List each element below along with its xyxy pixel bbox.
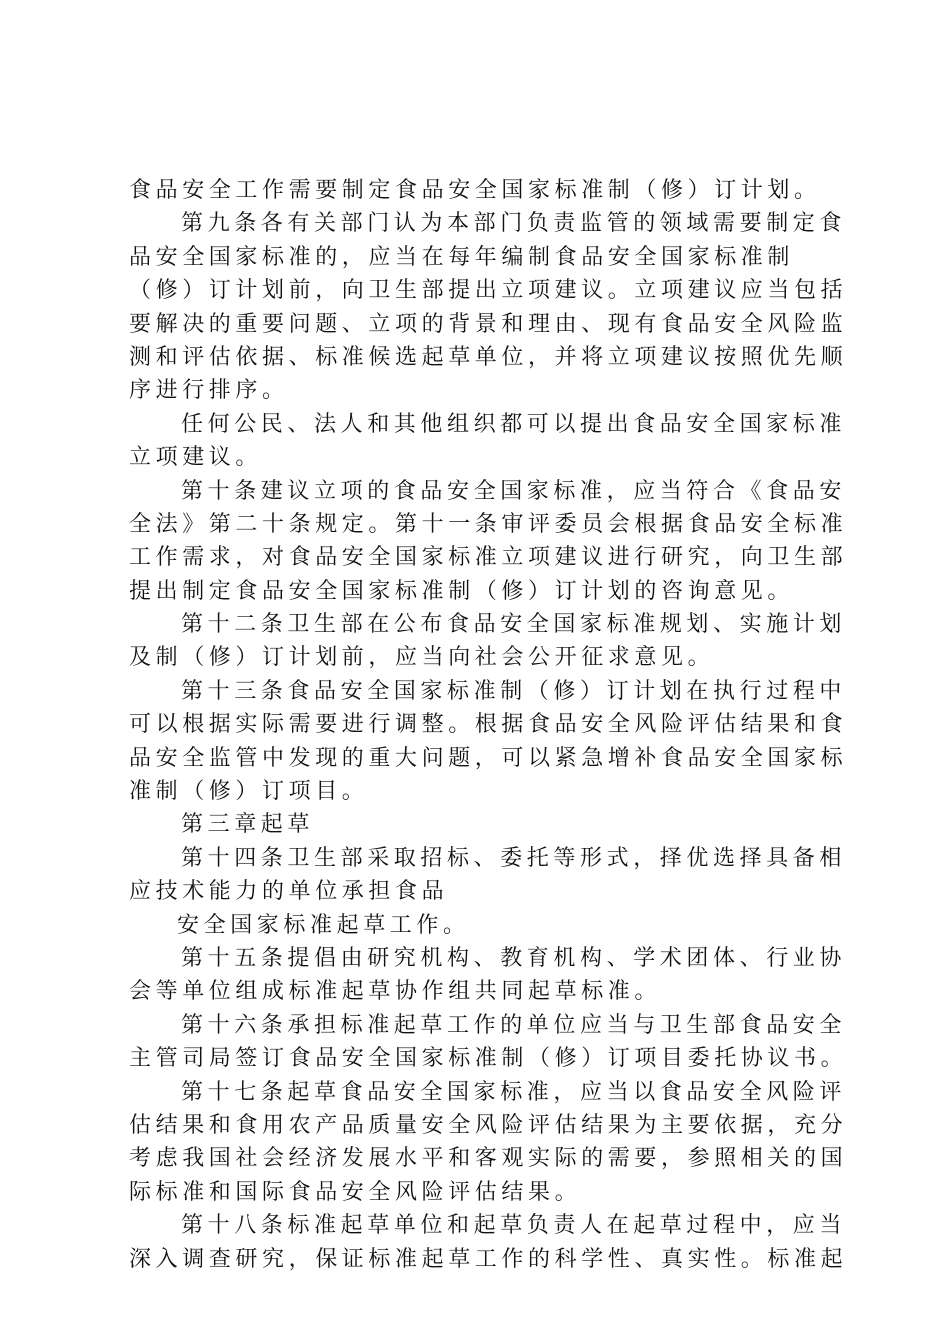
text-line: 食品安全工作需要制定食品安全国家标准制（修）订计划。 — [129, 178, 821, 203]
text-line: 考虑我国社会经济发展水平和客观实际的需要，参照相关的国 — [129, 1146, 848, 1172]
text-line: 主管司局签订食品安全国家标准制（修）订项目委托协议书。 — [129, 1046, 848, 1072]
text-line: 及制（修）订计划前，应当向社会公开征求意见。 — [129, 645, 715, 671]
text-line: 第十六条承担标准起草工作的单位应当与卫生部食品安全 — [181, 1012, 847, 1038]
text-line: 第十二条卫生部在公布食品安全国家标准规划、实施计划 — [181, 612, 847, 638]
text-line: 品安全国家标准的，应当在每年编制食品安全国家标准制 — [129, 244, 795, 270]
text-line: 工作需求，对食品安全国家标准立项建议进行研究，向卫生部 — [129, 545, 848, 571]
text-line: 应技术能力的单位承担食品 — [129, 879, 449, 905]
text-line: 品安全监管中发现的重大问题，可以紧急增补食品安全国家标 — [129, 745, 848, 771]
text-line: 第九条各有关部门认为本部门负责监管的领域需要制定食 — [181, 211, 847, 237]
text-line: 第十条建议立项的食品安全国家标准，应当符合《食品安 — [181, 478, 847, 504]
text-line: 第十八条标准起草单位和起草负责人在起草过程中，应当 — [181, 1213, 847, 1239]
text-line: 估结果和食用农产品质量安全风险评估结果为主要依据，充分 — [129, 1112, 848, 1138]
text-line: 序进行排序。 — [129, 378, 289, 404]
text-line: （修）订计划前，向卫生部提出立项建议。立项建议应当包括 — [129, 278, 848, 304]
document-body — [129, 174, 848, 1276]
text-line: 安全国家标准起草工作。 — [177, 912, 470, 938]
text-line: 任何公民、法人和其他组织都可以提出食品安全国家标准 — [181, 411, 847, 437]
text-line: 准制（修）订项目。 — [129, 779, 369, 805]
text-line: 测和评估依据、标准候选起草单位，并将立项建议按照优先顺 — [129, 344, 848, 370]
text-line: 第十七条起草食品安全国家标准，应当以食品安全风险评 — [181, 1079, 847, 1105]
text-line: 际标准和国际食品安全风险评估结果。 — [129, 1179, 582, 1205]
text-line: 第十五条提倡由研究机构、教育机构、学术团体、行业协 — [181, 945, 847, 971]
text-line: 要解决的重要问题、立项的背景和理由、现有食品安全风险监 — [129, 311, 848, 337]
text-line: 可以根据实际需要进行调整。根据食品安全风险评估结果和食 — [129, 712, 848, 738]
text-line: 提出制定食品安全国家标准制（修）订计划的咨询意见。 — [129, 578, 795, 604]
text-line: 第十四条卫生部采取招标、委托等形式，择优选择具备相 — [181, 845, 847, 871]
text-line: 会等单位组成标准起草协作组共同起草标准。 — [129, 979, 662, 1005]
text-line: 第十三条食品安全国家标准制（修）订计划在执行过程中 — [181, 678, 847, 704]
chapter-heading: 第三章起草 — [181, 812, 315, 838]
text-line: 全法》第二十条规定。第十一条审评委员会根据食品安全标准 — [129, 511, 848, 537]
text-line: 立项建议。 — [129, 445, 263, 471]
text-line: 深入调查研究，保证标准起草工作的科学性、真实性。标准起 — [129, 1246, 848, 1272]
